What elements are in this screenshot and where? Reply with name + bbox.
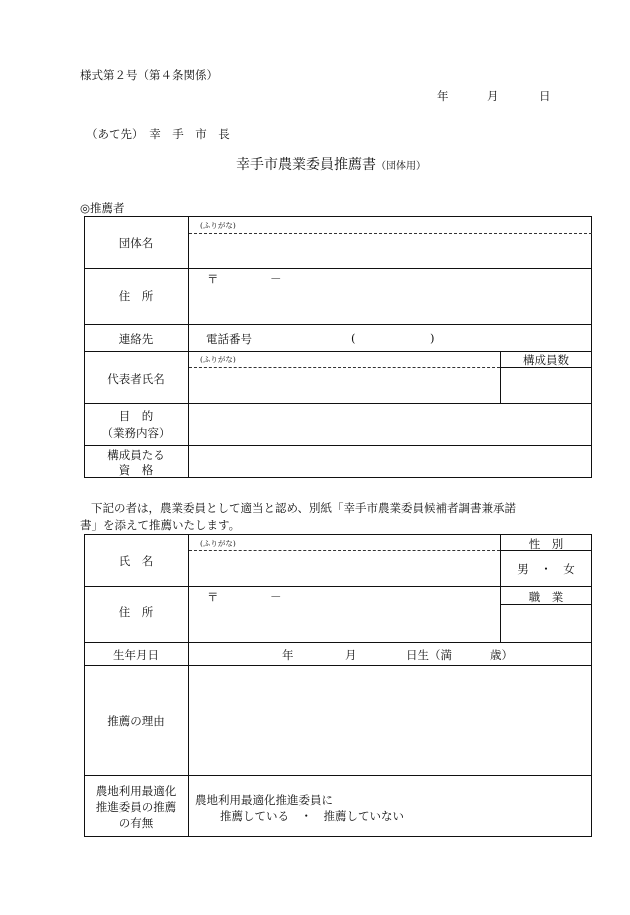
promo-label-line2: 推進委員の推薦 bbox=[95, 800, 177, 814]
reason-field[interactable] bbox=[189, 666, 591, 775]
occupation-label: 職 業 bbox=[528, 590, 564, 604]
reason-label: 推薦の理由 bbox=[107, 714, 165, 728]
candidate-name-label: 氏 名 bbox=[118, 554, 154, 568]
candidate-address-field[interactable] bbox=[189, 587, 499, 642]
rep-name-label: 代表者氏名 bbox=[107, 372, 165, 386]
qualification-field[interactable] bbox=[189, 446, 591, 477]
purpose-label-line2: （業務内容） bbox=[101, 426, 171, 440]
contact-label: 連絡先 bbox=[118, 332, 154, 346]
birth-date-field[interactable] bbox=[189, 643, 591, 665]
purpose-field[interactable] bbox=[189, 404, 591, 445]
occupation-field[interactable] bbox=[501, 605, 591, 642]
rep-furigana-label: (ふりがな) bbox=[200, 355, 236, 364]
phone-field[interactable] bbox=[260, 326, 590, 350]
recommender-furigana-label: (ふりがな) bbox=[200, 221, 236, 230]
birth-day-label: 日生（満 bbox=[406, 648, 452, 662]
candidate-address-label: 住 所 bbox=[118, 605, 154, 619]
birth-year-label: 年 bbox=[282, 648, 294, 662]
statement-line2: 書」を添えて推薦いたします。 bbox=[80, 518, 241, 532]
gender-options[interactable]: 男 ・ 女 bbox=[517, 562, 575, 576]
promo-options[interactable]: 推薦している ・ 推薦していない bbox=[220, 809, 404, 823]
page-title bbox=[236, 154, 426, 174]
promo-label-line3: の有無 bbox=[118, 816, 154, 830]
promo-label-line1: 農地利用最適化 bbox=[95, 784, 177, 798]
purpose-label-line1: 目 的 bbox=[118, 409, 154, 423]
date-day-label: 日 bbox=[539, 89, 551, 103]
title-main: 幸手市農業委員推薦書 bbox=[236, 157, 376, 173]
recommender-postal-dash: － bbox=[270, 272, 282, 286]
promo-text-line1: 農地利用最適化推進委員に bbox=[195, 793, 333, 807]
phone-paren-open: ( bbox=[351, 331, 356, 345]
recommender-address-field[interactable] bbox=[189, 269, 591, 324]
date-year-label: 年 bbox=[437, 89, 449, 103]
date-month-label: 月 bbox=[487, 89, 499, 103]
recommender-address-label: 住 所 bbox=[118, 289, 154, 303]
birth-date-label: 生年月日 bbox=[113, 648, 159, 662]
member-count-label: 構成員数 bbox=[523, 353, 569, 367]
qualification-label-line2: 資 格 bbox=[118, 463, 154, 477]
statement-line1: 下記の者は，農業委員として適当と認め、別紙「幸手市農業委員候補者調書兼承諾 bbox=[91, 501, 517, 515]
candidate-postal-dash: － bbox=[270, 590, 282, 604]
title-suffix: （団体用） bbox=[376, 161, 426, 172]
candidate-furigana-label: (ふりがな) bbox=[200, 539, 236, 548]
recommender-postal-mark: 〒 bbox=[207, 272, 219, 286]
birth-age-label: 歳） bbox=[490, 648, 513, 662]
phone-label: 電話番号 bbox=[206, 332, 252, 346]
qualification-label-line1: 構成員たる bbox=[107, 448, 165, 462]
recommender-section-label: ◎推薦者 bbox=[80, 201, 125, 215]
birth-month-label: 月 bbox=[345, 648, 357, 662]
addressee: （あて先） 幸 手 市 長 bbox=[86, 127, 230, 141]
phone-paren-close: ) bbox=[430, 331, 435, 345]
org-name-field[interactable] bbox=[189, 234, 591, 268]
gender-label: 性 別 bbox=[528, 537, 564, 551]
rep-name-field[interactable] bbox=[189, 368, 499, 403]
org-name-label: 団体名 bbox=[118, 236, 154, 250]
candidate-postal-mark: 〒 bbox=[207, 590, 219, 604]
member-count-field[interactable] bbox=[501, 368, 591, 403]
form-number: 様式第２号（第４条関係） bbox=[80, 68, 218, 82]
candidate-name-field[interactable] bbox=[189, 551, 499, 586]
